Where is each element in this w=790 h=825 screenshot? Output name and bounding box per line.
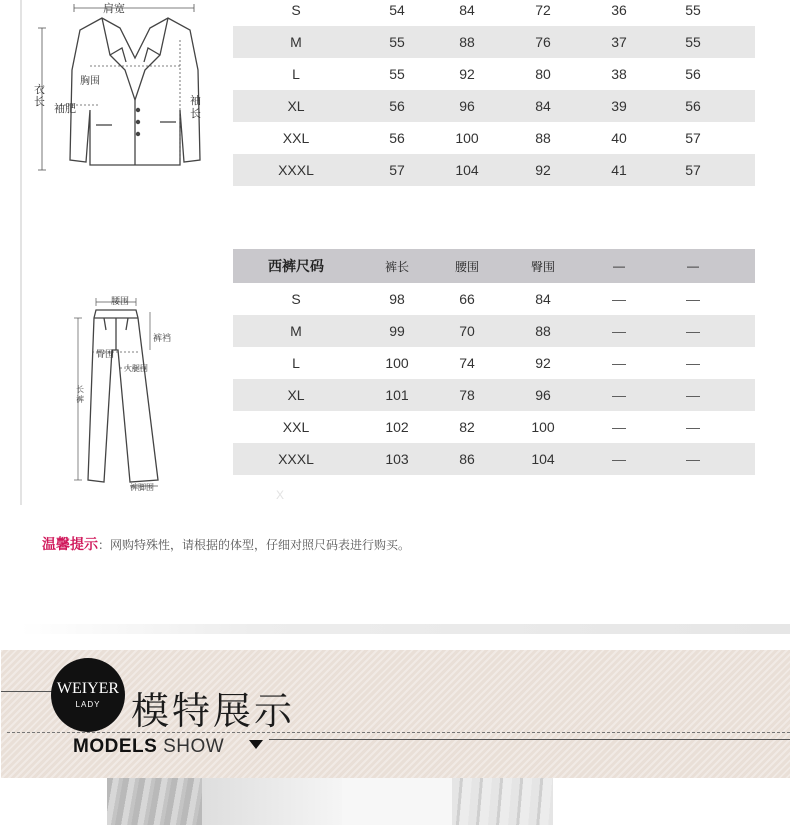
banner-dashed-rule (7, 732, 790, 733)
value-cell: 100 (455, 130, 479, 146)
value-cell: 37 (611, 34, 627, 50)
value-cell: 100 (531, 419, 555, 435)
size-cell: XXXL (278, 162, 314, 178)
value-cell: 57 (685, 130, 701, 146)
value-cell: 86 (459, 451, 475, 467)
value-cell: 70 (459, 323, 475, 339)
models-banner (1, 650, 790, 778)
value-cell: 80 (535, 66, 551, 82)
table-row (233, 154, 755, 186)
value-cell: — (686, 323, 700, 339)
triangle-down-icon (249, 740, 263, 749)
value-cell: — (612, 323, 626, 339)
thigh-label: 大腿围 (124, 364, 148, 373)
value-cell: 102 (385, 419, 409, 435)
value-cell: 104 (455, 162, 479, 178)
header-cell: 西裤尺码 (268, 258, 324, 274)
value-cell: 38 (611, 66, 627, 82)
size-cell: XL (287, 387, 305, 403)
value-cell: 56 (685, 66, 701, 82)
header-cell: 腰围 (454, 259, 479, 274)
value-cell: 78 (459, 387, 475, 403)
value-cell: 103 (385, 451, 409, 467)
value-cell: 88 (535, 130, 551, 146)
value-cell: 56 (685, 98, 701, 114)
value-cell: — (686, 355, 700, 371)
value-cell: 88 (459, 34, 475, 50)
left-border-rule (20, 0, 22, 505)
value-cell: — (612, 387, 626, 403)
banner-title-rule (269, 739, 790, 740)
value-cell: — (612, 451, 626, 467)
value-cell: 55 (389, 34, 405, 50)
header-cell: — (687, 259, 699, 273)
value-cell: 55 (685, 2, 701, 18)
models-title-cn: 模特展示 (131, 689, 296, 733)
table-row (233, 58, 755, 90)
header-cell: 臀围 (530, 259, 555, 274)
value-cell: 99 (389, 323, 405, 339)
table-row (233, 90, 755, 122)
size-cell: M (290, 323, 302, 339)
value-cell: 96 (459, 98, 475, 114)
tip-text: ：网购特殊性，请根据的体型，仔细对照尺码表进行购买。 (98, 538, 411, 552)
value-cell: 100 (385, 355, 409, 371)
value-cell: 84 (535, 98, 551, 114)
table-row (233, 26, 755, 58)
table-row (233, 379, 755, 411)
shoulder-label: 肩宽 (103, 3, 125, 15)
table-row (233, 283, 755, 315)
value-cell: 92 (535, 355, 551, 371)
models-title-en (73, 736, 224, 758)
waist-label: 腰围 (111, 296, 130, 306)
faint-watermark-mark: X (276, 488, 285, 502)
value-cell: — (612, 355, 626, 371)
table-header (233, 249, 755, 283)
value-cell: 76 (535, 34, 551, 50)
banner-left-rule (1, 691, 56, 692)
value-cell: — (686, 419, 700, 435)
value-cell: 104 (531, 451, 555, 467)
value-cell: 92 (459, 66, 475, 82)
table-row (233, 411, 755, 443)
value-cell: 57 (685, 162, 701, 178)
value-cell: — (612, 419, 626, 435)
title-en-bold: MODELS (73, 736, 158, 757)
size-cell: XXL (282, 130, 310, 146)
length-label: 衣长 (34, 84, 45, 108)
photo-segment (452, 778, 553, 825)
size-cell: S (291, 2, 301, 18)
header-cell: — (613, 259, 625, 273)
table-row (233, 0, 755, 26)
table-row (233, 443, 755, 475)
title-en-light: SHOW (163, 736, 225, 757)
sleeve-length-label: 袖长 (190, 95, 201, 120)
value-cell: 92 (535, 162, 551, 178)
jacket-size-table (233, 0, 755, 186)
size-cell: XL (287, 98, 305, 114)
jacket-diagram (30, 0, 210, 185)
size-tip (42, 534, 410, 554)
value-cell: 66 (459, 291, 475, 307)
value-cell: 98 (389, 291, 405, 307)
value-cell: 82 (459, 419, 475, 435)
rise-label: 裤裆 (153, 333, 172, 343)
value-cell: 55 (389, 66, 405, 82)
size-cell: XXXL (278, 451, 314, 467)
size-cell: M (290, 34, 302, 50)
value-cell: 56 (389, 130, 405, 146)
chest-label: 胸围 (80, 76, 100, 87)
logo-sub-text: LADY (75, 700, 101, 709)
value-cell: 40 (611, 130, 627, 146)
value-cell: 39 (611, 98, 627, 114)
photo-segment (107, 778, 202, 825)
value-cell: 55 (685, 34, 701, 50)
logo-brand-text: WEIYER (56, 680, 120, 697)
size-cell: XXL (282, 419, 310, 435)
size-cell: L (292, 66, 300, 82)
value-cell: 54 (389, 2, 405, 18)
pants-length-label: 长裤 (76, 385, 84, 404)
value-cell: 36 (611, 2, 627, 18)
value-cell: 57 (389, 162, 405, 178)
value-cell: — (686, 291, 700, 307)
hip-label: 臀围 (96, 349, 115, 359)
value-cell: 72 (535, 2, 551, 18)
value-cell: 84 (459, 2, 475, 18)
table-row (233, 315, 755, 347)
table-row (233, 347, 755, 379)
value-cell: 56 (389, 98, 405, 114)
section-divider (20, 624, 790, 634)
tip-label: 温馨提示 (42, 536, 98, 552)
pants-size-table (233, 249, 755, 475)
value-cell: — (686, 451, 700, 467)
hem-label: 裤脚围 (130, 483, 154, 492)
photo-segment (342, 778, 452, 825)
value-cell: 84 (535, 291, 551, 307)
photo-segment (202, 778, 342, 825)
size-cell: L (292, 355, 300, 371)
size-cell: S (291, 291, 301, 307)
value-cell: — (612, 291, 626, 307)
header-cell: 裤长 (384, 259, 409, 274)
value-cell: 41 (611, 162, 627, 178)
table-row (233, 122, 755, 154)
value-cell: 74 (459, 355, 475, 371)
sleeve-width-label: 袖肥 (54, 103, 76, 115)
value-cell: 101 (385, 387, 409, 403)
value-cell: 88 (535, 323, 551, 339)
brand-logo (51, 658, 125, 732)
value-cell: 96 (535, 387, 551, 403)
value-cell: — (686, 387, 700, 403)
model-photo (107, 778, 553, 825)
